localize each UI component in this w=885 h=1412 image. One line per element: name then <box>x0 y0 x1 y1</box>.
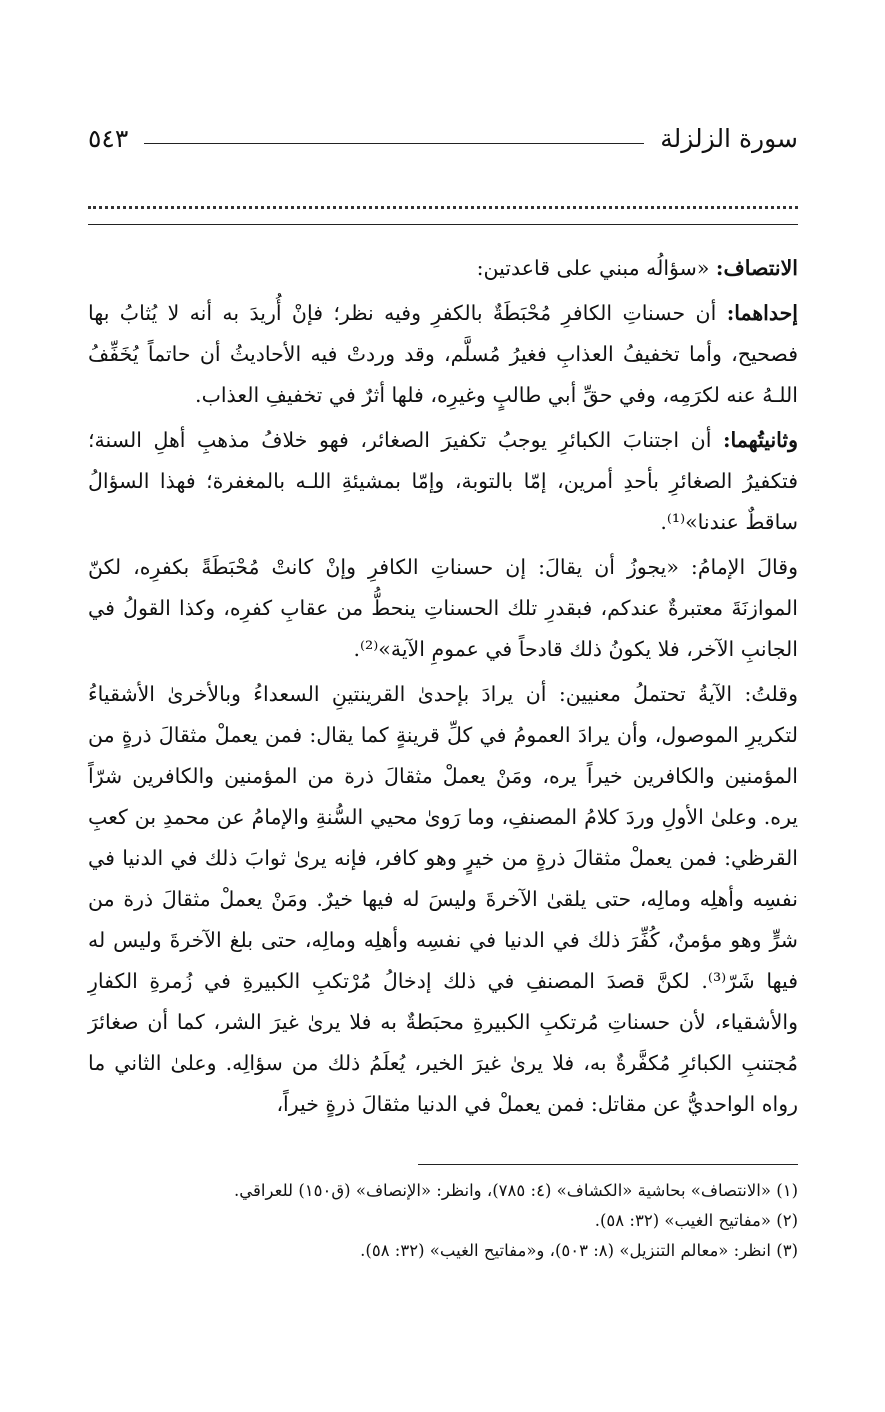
header-rule <box>144 143 644 144</box>
paragraph <box>88 547 798 670</box>
paragraph-text: وقالَ الإمامُ: «يجوزُ أن يقالَ: إن حسناتِ الكافرِ وإنْ كانتْ مُحْبَطَةً بكفرِه، لكنّ الموازنَةَ معتبرةٌ عندكم، فبقدرِ تلك الحسناتِ ينحطُّ من عقابِ كفرِه، وكذا القولُ في الجانبِ الآخر، فلا يكونُ ذلك قادحاً في عمومِ الآية»⁽²⁾. <box>88 555 798 661</box>
top-rule <box>88 224 798 225</box>
paragraph-lead: إحداهما: <box>726 301 798 325</box>
footnotes <box>88 1176 798 1266</box>
paragraph-lead: الانتصاف: <box>715 256 798 280</box>
page-number: ٥٤٣ <box>88 123 129 153</box>
paragraph-lead: وثانيتُهما: <box>722 428 798 452</box>
paragraph <box>88 420 798 543</box>
paragraph-text: أن حسناتِ الكافرِ مُحْبَطَةٌ بالكفرِ وفيه نظر؛ فإنْ أُريدَ به أنه لا يُثابُ بها فصحيح، وأما تخفيفُ العذابِ فغيرُ مُسلَّم، وقد وردتْ فيه الأحاديثُ أن حاتماً يُخَفِّفُ اللـهُ عنه لكرَمِه، وفي حقِّ أبي طالبٍ وغيرِه، فلها أثرٌ في تخفيفِ العذاب. <box>88 301 798 407</box>
footnote: (٣) انظر: «معالم التنزيل» (٨: ٥٠٣)، و«مفاتيح الغيب» (٣٢: ٥٨). <box>360 1241 798 1260</box>
paragraph-text: وقلتُ: الآيةُ تحتملُ معنيين: أن يرادَ بإحدىٰ القرينتينِ السعداءُ وبالأخرىٰ الأشقياءُ لتكريرِ الموصول، وأن يرادَ العمومُ في كلِّ قرينةٍ كما يقال: فمن يعملْ مثقالَ ذرةٍ من المؤمنين والكافرين خيراً يره، ومَنْ يعملْ مثقالَ ذرة من المؤمنين والكافرين شرّاً يره. وعلىٰ الأولِ وردَ كلامُ المصنفِ، وما رَوىٰ محيي السُّنةِ والإمامُ عن محمدِ بن كعبِ القرظي: فمن يعملْ مثقالَ ذرةٍ من خيرٍ وهو كافر، فإنه يرىٰ ثوابَ ذلك في الدنيا في نفسِه وأهلِه ومالِه، حتى يلقىٰ الآخرةَ وليسَ له فيها خيرٌ. ومَنْ يعملْ مثقالَ ذرة من شرٍّ وهو مؤمنٌ، كُفِّرَ ذلك في الدنيا في نفسِه وأهلِه ومالِه، حتى بلغ الآخرةَ وليس له فيها شَرّ⁽³⁾. لكنَّ قصدَ المصنفِ في ذلك إدخالُ مُرْتكبِ الكبيرةِ في زُمرةِ الكفارِ والأشقياء، لأن حسناتِ مُرتكبِ الكبيرةِ محبَطةٌ به فلا يرىٰ غيرَ الشر، كما أن صغائرَ مُجتنبِ الكبائرِ مُكفَّرةٌ به، فلا يرىٰ غيرَ الخير، يُعلَمُ ذلك من سؤالِه. وعلىٰ الثاني ما رواه الواحديُّ عن مقاتل: فمن يعملْ في الدنيا مثقالَ ذرةٍ خيراً، <box>88 682 799 1116</box>
paragraph-text: أن اجتنابَ الكبائرِ يوجبُ تكفيرَ الصغائر، فهو خلافُ مذهبِ أهلِ السنة؛ فتكفيرُ الصغائرِ بأحدِ أمرين، إمّا بالتوبة، وإمّا بمشيئةِ اللـه بالمغفرة؛ فهذا السؤالُ ساقطٌ عندنا»⁽¹⁾. <box>88 428 798 534</box>
running-header <box>88 118 798 158</box>
footnote: (١) «الانتصاف» بحاشية «الكشاف» (٤: ٧٨٥)، وانظر: «الإنصاف» (ق١٥٠) للعراقي. <box>234 1181 798 1200</box>
footnote-rule <box>418 1164 798 1165</box>
footnote: (٢) «مفاتيح الغيب» (٣٢: ٥٨). <box>594 1211 798 1230</box>
main-text <box>88 248 798 1129</box>
paragraph <box>88 293 798 416</box>
paragraph <box>88 674 798 1125</box>
dotted-separator <box>88 196 798 209</box>
surah-title: سورة الزلزلة <box>660 123 798 153</box>
paragraph <box>88 248 798 289</box>
paragraph-text: «سؤالُه مبني على قاعدتين: <box>476 256 716 280</box>
